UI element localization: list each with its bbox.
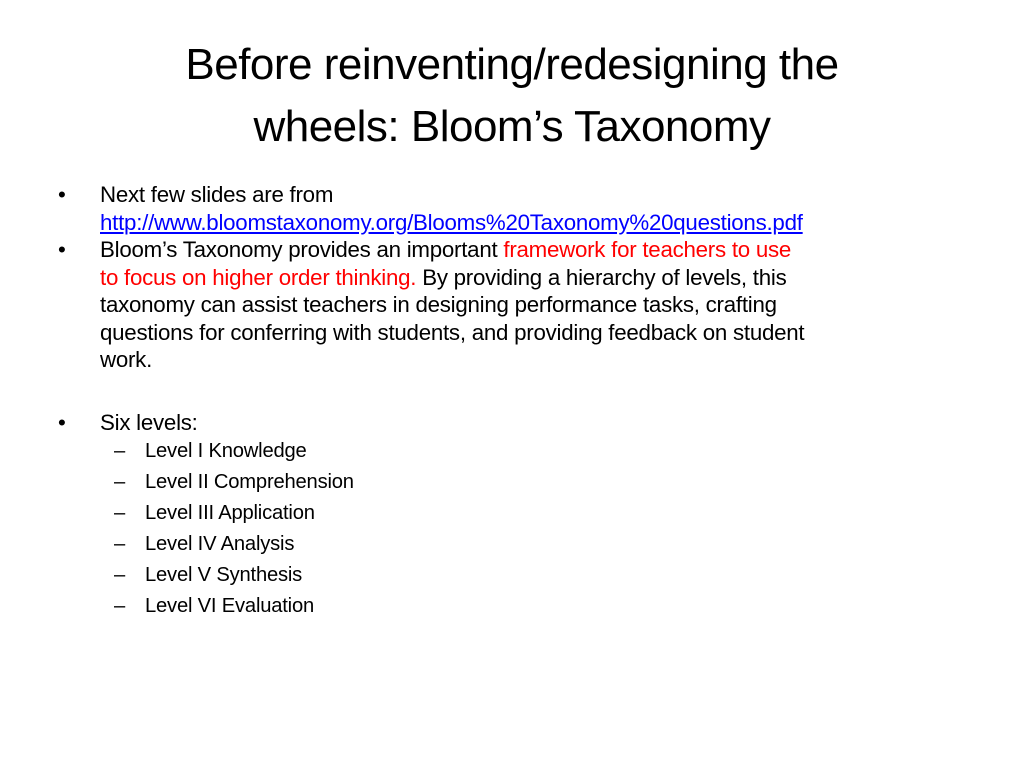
level-item xyxy=(58,467,978,498)
level-label: Level IV Analysis xyxy=(145,533,295,555)
spacer xyxy=(58,374,978,409)
level-label: Level VI Evaluation xyxy=(145,595,315,617)
bullet-six-levels xyxy=(58,409,978,437)
slide-body xyxy=(58,181,978,622)
slide-title-line-1: Before reinventing/redesigning the xyxy=(185,40,839,89)
slide-title-line-2: wheels: Bloom’s Taxonomy xyxy=(253,102,771,151)
description-text: Bloom’s Taxonomy provides an important xyxy=(100,237,504,262)
description-line-5: work. xyxy=(100,347,153,372)
dash-marker: – xyxy=(114,533,126,555)
description-text: By providing a hierarchy of levels, this xyxy=(416,264,787,290)
dash-marker: – xyxy=(114,564,126,586)
levels-list xyxy=(58,436,978,622)
bullet-marker: • xyxy=(58,182,66,207)
level-label: Level III Application xyxy=(145,502,315,524)
bullet-marker: • xyxy=(58,409,66,435)
level-item xyxy=(58,498,978,529)
description-line-1 xyxy=(100,236,978,264)
level-item xyxy=(58,436,978,467)
source-intro-text: Next few slides are from xyxy=(100,182,334,207)
level-item xyxy=(58,529,978,560)
level-label: Level II Comprehension xyxy=(145,471,354,493)
level-label: Level I Knowledge xyxy=(145,440,307,462)
slide-title xyxy=(60,34,964,158)
level-item xyxy=(58,591,978,622)
emphasis-text: to focus on higher order thinking. xyxy=(100,264,417,290)
bullet-description xyxy=(58,236,978,374)
level-item xyxy=(58,560,978,591)
dash-marker: – xyxy=(114,595,126,617)
six-levels-label: Six levels: xyxy=(100,409,198,435)
dash-marker: – xyxy=(114,502,126,524)
bullet-marker: • xyxy=(58,237,66,262)
level-label: Level V Synthesis xyxy=(145,564,303,586)
bullet-source xyxy=(58,181,978,236)
emphasis-text: framework for teachers to use xyxy=(503,237,792,262)
source-link[interactable]: http://www.bloomstaxonomy.org/Blooms%20Taxonomy%20questions.pdf xyxy=(100,209,803,235)
description-line-3: taxonomy can assist teachers in designing performance tasks, crafting xyxy=(100,292,777,317)
dash-marker: – xyxy=(114,471,126,493)
description-line-4: questions for conferring with students, and providing feedback on student xyxy=(100,319,805,345)
description-line-2 xyxy=(100,264,978,292)
dash-marker: – xyxy=(114,440,126,462)
